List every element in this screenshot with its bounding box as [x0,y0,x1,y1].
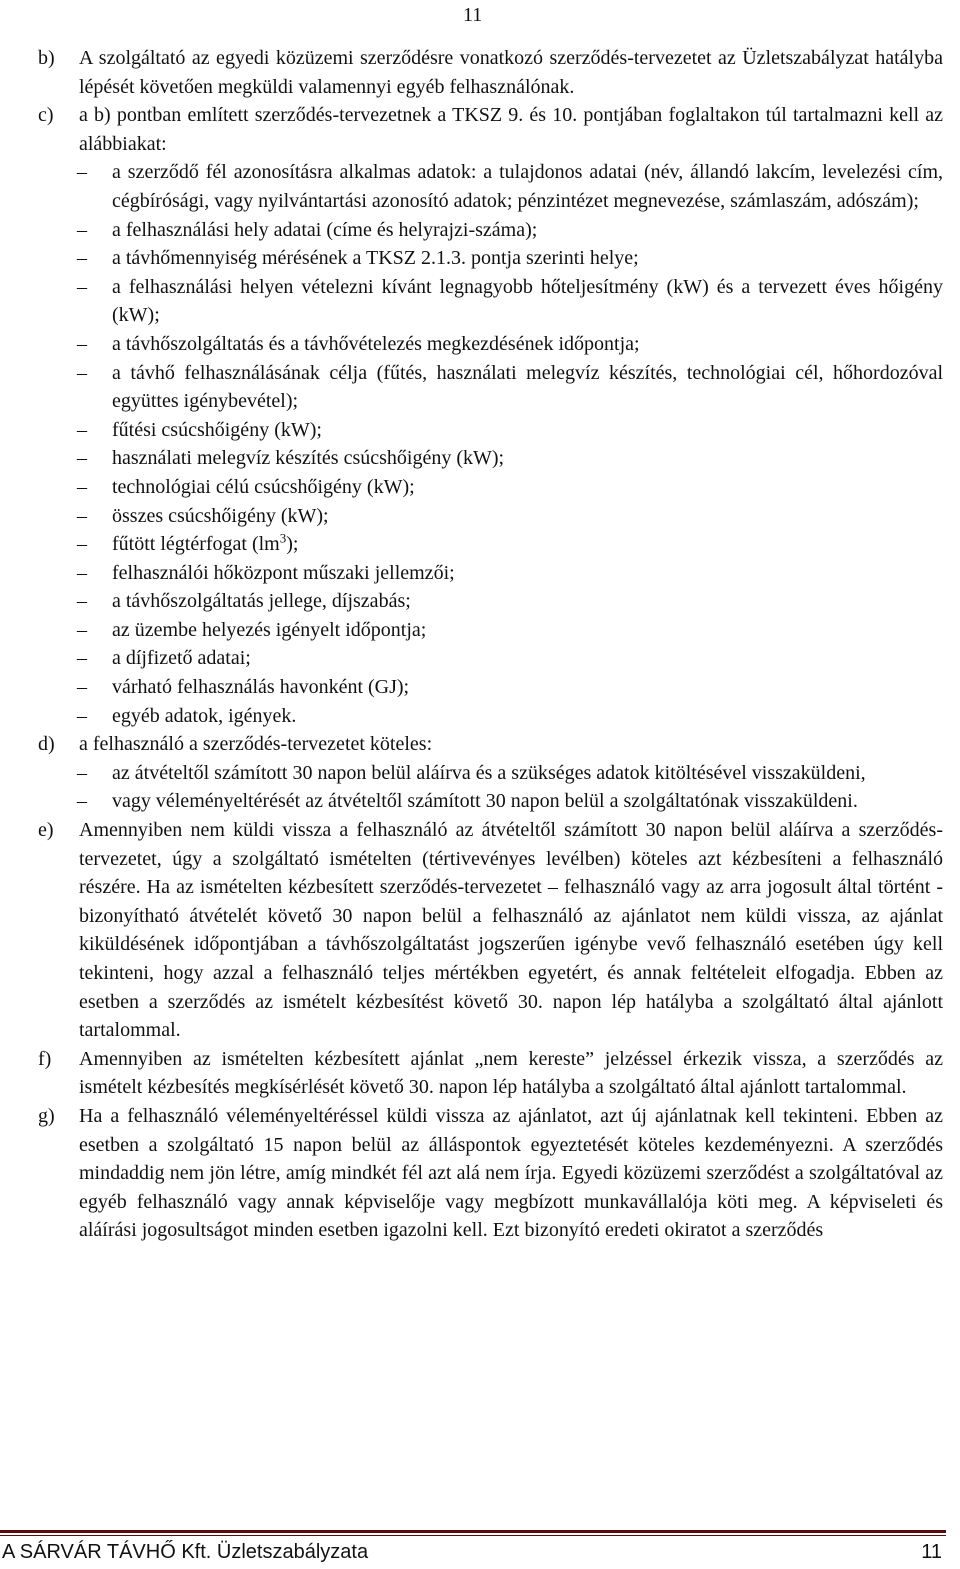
list-item-text: a díjfizető adatai; [112,647,251,670]
paragraph-e [38,816,943,1045]
page-number-top: 11 [463,4,483,26]
dash-bullet: – [77,218,87,241]
list-item-text: a felhasználási hely adatai (címe és helyrajzi-száma); [112,218,538,241]
list-item-text: vagy véleményeltérését az átvételtől számított 30 napon belül a szolgáltatónak visszaküldeni. [112,790,858,813]
list-item-text: a távhőmennyiség mérésének a TKSZ 2.1.3. pontja szerinti helye; [112,247,639,270]
paragraph-b [38,44,943,101]
dash-bullet: – [77,418,87,441]
paragraph-label: e) [38,819,54,842]
list-item-text: a szerződő fél azonosításra alkalmas adatok: a tulajdonos adatai (név, állandó lakcím, levelezési cím, cégbírósági, vagy nyilvántartási azonosító adatok; pénzintézet megnevezése, számlaszám, adószám); [112,161,943,212]
list-item-text: az üzembe helyezés igényelt időpontja; [112,618,427,641]
air-volume-unit-close: ); [286,533,299,556]
list-item [38,359,943,416]
dash-bullet: – [77,561,87,584]
paragraph-g [38,1102,943,1245]
contract-content-list [38,158,943,730]
list-item-text: technológiai célú csúcshőigény (kW); [112,475,415,498]
list-item [38,473,943,502]
paragraph-c [38,101,943,158]
list-item [38,502,943,531]
list-item [38,244,943,273]
list-item-text: az átvételtől számított 30 napon belül aláírva és a szükséges adatok kitöltésével visszaküldeni, [112,761,866,784]
dash-bullet: – [77,533,87,556]
paragraph-text: a b) pontban említett szerződés-tervezetnek a TKSZ 9. és 10. pontjában foglaltakon túl tartalmazni kell az alábbiakat: [79,104,943,155]
paragraph-text: Amennyiben nem küldi vissza a felhasználó az átvételtől számított 30 napon belül aláírva a szerződés-tervezetet, úgy a szolgáltató ismételten (tértivevényes levélben) köteles azt kézbesíteni a felhasználó részére. Ha az ismételten kézbesített szerződés-tervezetet – felhasználó vagy az arra jogosult által történt - bizonyítható átvételét követő 30 napon belül a felhasználó az ajánlatot nem küldi vissza, az ajánlat kiküldésének időpontjában a távhőszolgáltatást jogszerűen igénybe vevő felhasználó esetében úgy kell tekinteni, hogy azzal a felhasználó teljes mértékben egyetért, és annak feltételeit elfogadja. Ebben az esetben a szerződés az ismételt kézbesítést követő 30. napon lép hatályba a szolgáltató által ajánlott tartalommal. [79,819,943,1042]
dash-bullet: – [77,676,87,699]
list-item-text: várható felhasználás havonként (GJ); [112,676,410,699]
page-footer [2,1541,946,1564]
footer-page-number: 11 [921,1541,942,1563]
dash-bullet: – [77,504,87,527]
paragraph-label: c) [38,104,54,127]
list-item [38,444,943,473]
list-item-text: a távhőszolgáltatás jellege, díjszabás; [112,590,411,613]
list-item-text: használati melegvíz készítés csúcshőigény (kW); [112,447,505,470]
list-item-text: összes csúcshőigény (kW); [112,504,329,527]
dash-bullet: – [77,704,87,727]
list-item-text: egyéb adatok, igények. [112,704,297,727]
list-item-air-volume [38,530,943,559]
paragraph-label: b) [38,47,55,69]
paragraph-text: Ha a felhasználó véleményeltéréssel küldi vissza az ajánlatot, azt új ajánlatnak kell tekinteni. Ebben az esetben a szolgáltató 15 napon belül az álláspontok egyeztetését köteles kezdeményezni. A szerződés mindaddig nem jön létre, amíg mindkét fél azt alá nem írja. Egyedi közüzemi szerződést a szolgáltatóval az egyéb felhasználó vagy annak képviselője vagy megbízott munkavállalója köti meg. A képviseleti és aláírási jogosultságot minden esetben igazolni kell. Ezt bizonyító eredeti okiratot a szerződés [79,1104,943,1242]
dash-bullet: – [77,618,87,641]
dash-bullet: – [77,475,87,498]
list-item [38,644,943,673]
dash-bullet: – [77,361,87,384]
list-item [38,273,943,330]
list-item [38,673,943,702]
list-item-text: a távhő felhasználásának célja (fűtés, használati melegvíz készítés, technológiai cél, hőhordozóval együttes igénybevétel); [112,361,943,413]
paragraph-label: g) [38,1104,55,1127]
list-item [38,787,943,816]
dash-bullet: – [77,590,87,613]
dash-bullet: – [77,275,87,298]
paragraph-d [38,730,943,759]
list-item [38,616,943,645]
paragraph-label: d) [38,733,55,756]
list-item [38,587,943,616]
list-item [38,330,943,359]
footer-rule-thin [0,1535,946,1536]
list-item [38,702,943,731]
footer-title: A SÁRVÁR TÁVHŐ Kft. Üzletszabályzata [2,1541,369,1563]
dash-bullet: – [77,447,87,470]
dash-bullet: – [77,761,87,784]
paragraph-text: A szolgáltató az egyedi közüzemi szerződésre vonatkozó szerződés-tervezetet az Üzletszabályzat hatályba lépését követően megküldi valamennyi egyéb felhasználónak. [79,47,943,98]
list-item-text: fűtési csúcshőigény (kW); [112,418,322,441]
dash-bullet: – [77,647,87,670]
list-item-text: a felhasználási helyen vételezni kívánt legnagyobb hőteljesítmény (kW) és a tervezett éves hőigény (kW); [112,275,943,327]
dash-bullet: – [77,247,87,270]
list-item-text: felhasználói hőközpont műszaki jellemzői; [112,561,455,584]
list-item-text: a távhőszolgáltatás és a távhővételezés megkezdésének időpontja; [112,332,640,355]
dash-bullet: – [77,161,87,184]
document-body [38,44,943,1245]
list-item [38,416,943,445]
list-item [38,559,943,588]
list-item [38,759,943,788]
paragraph-text: Amennyiben az ismételten kézbesített ajánlat „nem kereste” jelzéssel érkezik vissza, a szerződés az ismételt kézbesítés megkísérlését követő 30. napon lép hatályba a szolgáltató által ajánlott tartalommal. [79,1047,943,1099]
obligation-list [38,759,943,816]
superscript-cubed: 3 [279,530,287,546]
dash-bullet: – [77,790,87,813]
air-volume-text: fűtött légtérfogat (lm [112,533,280,556]
dash-bullet: – [77,332,87,355]
paragraph-text: a felhasználó a szerződés-tervezetet köteles: [79,733,433,756]
list-item [38,158,943,215]
paragraph-label: f) [38,1047,52,1070]
list-item [38,216,943,245]
footer-rule-thick [0,1530,946,1533]
paragraph-f [38,1045,943,1102]
